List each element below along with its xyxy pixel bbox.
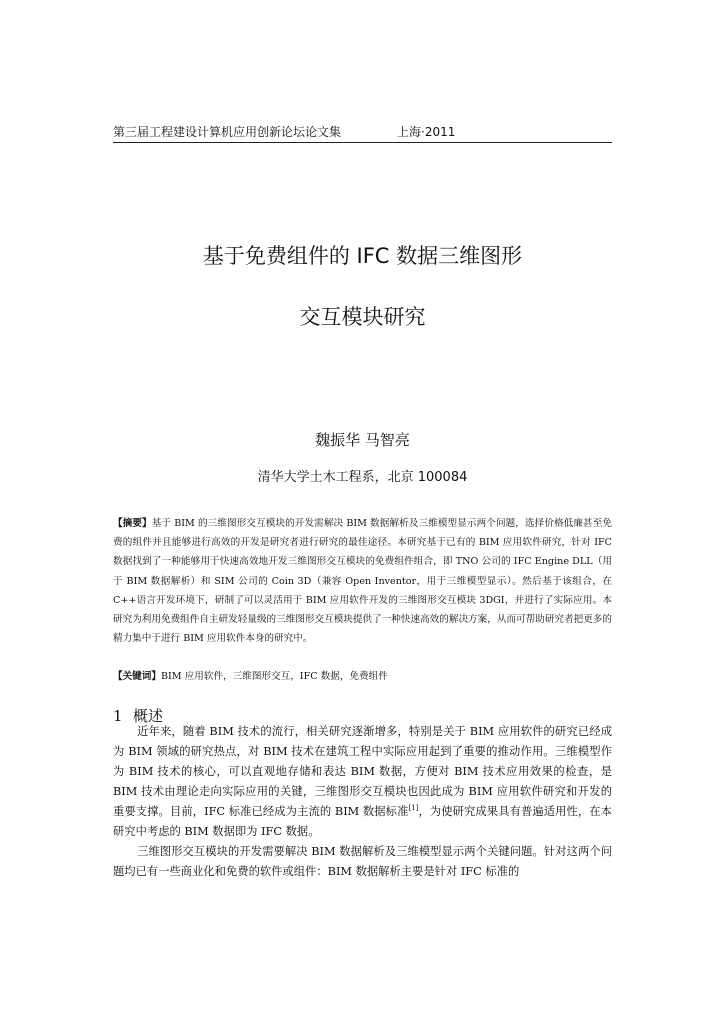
paragraph-2-text: 三维图形交互模块的开发需要解决 BIM 数据解析及三维模型显示两个关键问题。针对这两个问题均已有一些商业化和免费的软件或组件：BIM 数据解析主要是针对 IFC 标准的 [113, 845, 612, 879]
paragraph-1-text: 近年来，随着 BIM 技术的流行，相关研究逐渐增多，特别是关于 BIM 应用软件的研究已经成为 BIM 领域的研究热点，对 BIM 技术在建筑工程中实际应用起到了重要的推动作用。三维模型作为 BIM 技术的核心，可以直观地存储和表达 BIM 数据，方便对 BIM 技术应用效果的检查，是 BIM 技术由理论走向实际应用的关键，三维图形交互模块也因此成为 BIM 应用软件研究和开发的重要支撑。目前，IFC 标准已经成为主流的 BIM 数据标准 [113, 725, 612, 819]
paper-title-line-1: 基于免费组件的 IFC 数据三维图形 [202, 244, 523, 268]
body-paragraph-1 [113, 722, 612, 843]
running-header [113, 123, 612, 143]
section-number: 1 [113, 707, 123, 725]
affiliation: 清华大学土木工程系，北京 100084 [257, 470, 468, 485]
paragraph-1-text-continued: ，为使研究成果具有普遍适用性，在本研究中考虑的 BIM 数据即为 IFC 数据。 [113, 805, 612, 839]
conference-location: 上海·2011 [397, 125, 456, 139]
abstract-text: 基于 BIM 的三维图形交互模块的开发需解决 BIM 数据解析及三维模型显示两个问题，选择价格低廉甚至免费的组件并且能够进行高效的开发是研究者进行研究的最佳途径。本研究基于已有的 BIM 应用软件研究，针对 IFC 数据找到了一种能够用于快速高效地开发三维图形交互模块的免费组件组合，即 TNO 公司的 IFC Engine DLL（用于 BIM 数据解析）和 SIM 公司的 Coin 3D（兼容 Open Inventor，用于三维模型显示）。然后基于该组合，在 C++语言开发环境下，研制了可以灵活用于 BIM 应用软件开发的三维图形交互模块 3DGI，并进行了实际应用。本研究为利用免费组件自主研发轻量级的三维图形交互模块提供了一种快速高效的解决方案，从而可帮助研究者把更多的精力集中于进行 BIM 应用软件本身的研究中。 [113, 518, 612, 645]
authors: 魏振华 马智亮 [315, 431, 410, 449]
paper-title-line-2: 交互模块研究 [299, 305, 426, 329]
keywords [113, 668, 612, 686]
keywords-text: BIM 应用软件，三维图形交互，IFC 数据，免费组件 [160, 671, 388, 682]
keywords-label: 【关键词】 [113, 671, 161, 682]
journal-name: 第三届工程建设计算机应用创新论坛论文集 [113, 125, 342, 139]
body-paragraph-2 [113, 842, 612, 882]
abstract [113, 514, 612, 648]
abstract-label: 【摘要】 [113, 518, 152, 529]
citation-ref: [1] [408, 804, 419, 813]
section-title: 概述 [133, 707, 164, 725]
